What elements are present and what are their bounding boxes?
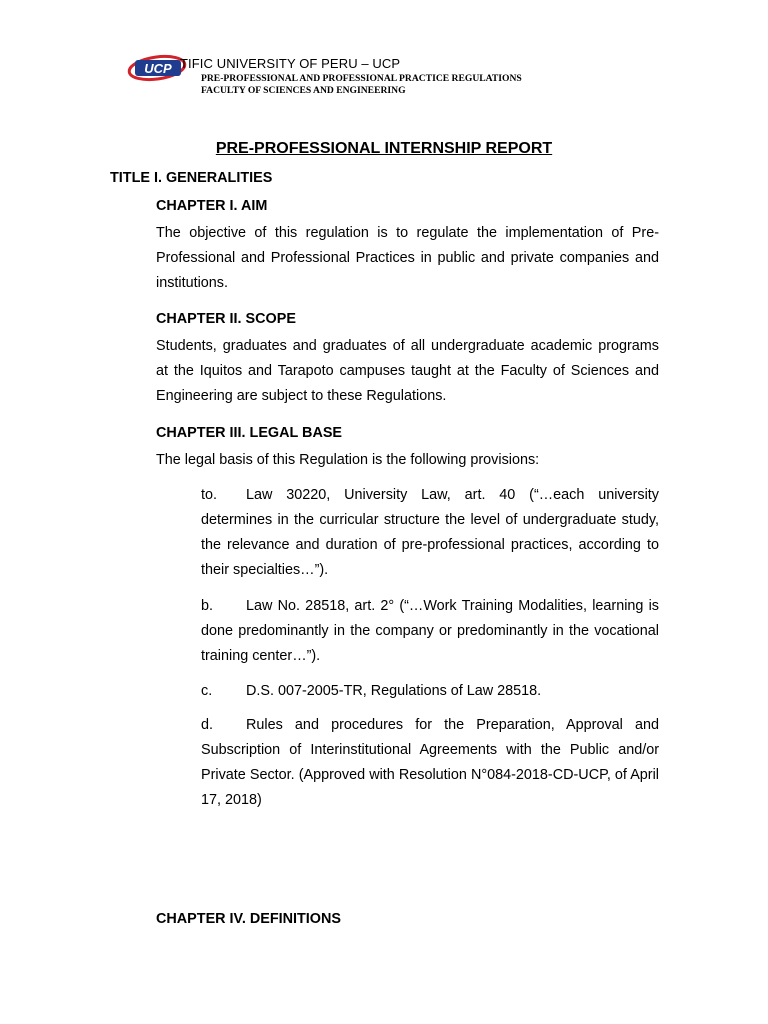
university-name: TIFIC UNIVERSITY OF PERU – UCP [180,56,401,71]
chapter-1-heading: CHAPTER I. AIM [156,198,268,214]
legal-item-marker: d. [201,717,214,733]
legal-item [201,594,659,669]
legal-item [201,483,659,583]
section-title: TITLE I. GENERALITIES [110,170,273,186]
legal-item-text: Law 30220, University Law, art. 40 (“…each university determines in the curricular structure the level of undergraduate study, the relevance and duration of pre-professional practices, according to their specialties…”). [201,487,659,578]
legal-item-text: Rules and procedures for the Preparation, Approval and Subscription of Interinstitutional Agreements with the Public and/or Private Sector. (Approved with Resolution N°084-2018-CD-UCP, of April 17, 2018) [201,717,659,808]
legal-item [201,713,659,813]
legal-item-text: D.S. 007-2005-TR, Regulations of Law 28518. [246,683,542,699]
legal-item-marker: to. [201,487,217,503]
legal-item-marker: b. [201,598,214,614]
chapter-1-text: The objective of this regulation is to regulate the implementation of Pre-Professional and Professional Practices in public and private companies and institutions. [156,225,659,291]
chapter-3-intro: The legal basis of this Regulation is the following provisions: [156,452,540,468]
document-title: PRE-PROFESSIONAL INTERNSHIP REPORT [215,140,553,157]
chapter-2-text: Students, graduates and graduates of all undergraduate academic programs at the Iquitos and Tarapoto campuses taught at the Faculty of Sciences and Engineering are subject to these Regulations. [156,338,659,404]
faculty-subtitle: FACULTY OF SCIENCES AND ENGINEERING [201,85,406,96]
chapter-4-heading: CHAPTER IV. DEFINITIONS [156,911,341,927]
legal-item-marker: c. [201,683,213,699]
legal-item-text: Law No. 28518, art. 2° (“…Work Training Modalities, learning is done predominantly in the company or predominantly in the vocational training center…”). [201,598,659,664]
logo-text: UCP [144,61,172,76]
chapter-3-heading: CHAPTER III. LEGAL BASE [156,425,343,441]
legal-item [201,679,659,704]
chapter-2-heading: CHAPTER II. SCOPE [156,311,296,327]
regulation-subtitle: PRE-PROFESSIONAL AND PROFESSIONAL PRACTICE REGULATIONS [201,73,522,84]
